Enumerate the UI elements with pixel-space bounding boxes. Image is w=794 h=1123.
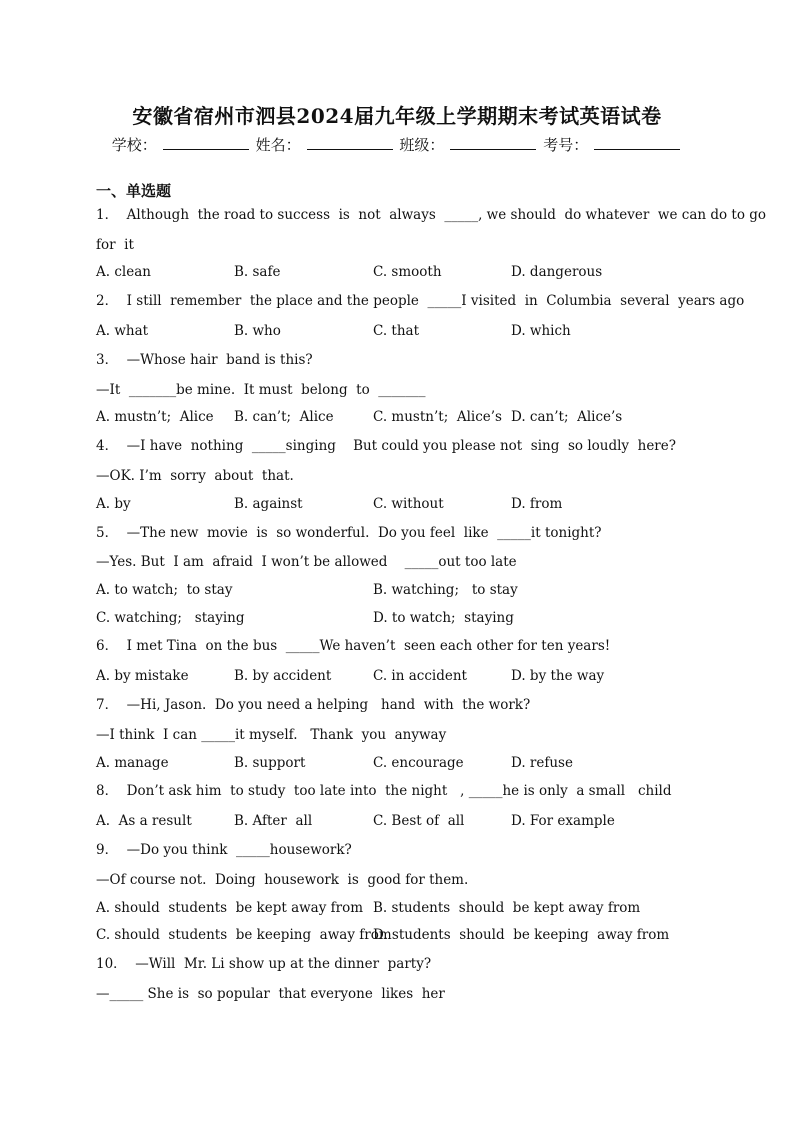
question-7-line-1: 7． —Hi, Jason. Do you need a helping hand with the work? xyxy=(96,697,531,713)
question-4-option-d: D. from xyxy=(511,496,563,512)
question-1-option-b: B. safe xyxy=(234,264,281,280)
question-8-option-d: D. For example xyxy=(511,813,615,829)
question-3-option-b: B. can’t; Alice xyxy=(234,409,334,425)
page-title: 安徽省宿州市泗县2024届九年级上学期期末考试英语试卷 xyxy=(132,104,662,128)
section-heading: 一、单选题 xyxy=(96,182,172,200)
question-7-option-c: C. encourage xyxy=(373,755,464,771)
question-6-option-c: C. in accident xyxy=(373,668,467,684)
question-6-option-b: B. by accident xyxy=(234,668,332,684)
question-3-option-d: D. can’t; Alice’s xyxy=(511,409,623,425)
name-label: 姓名： xyxy=(255,136,301,154)
question-1-option-d: D. dangerous xyxy=(511,264,603,280)
question-3-option-c: C. mustn’t; Alice’s xyxy=(373,409,502,425)
class-label: 班级： xyxy=(399,136,445,154)
question-5-option-b: B. watching; to stay xyxy=(373,582,518,598)
question-4-option-c: C. without xyxy=(373,496,444,512)
question-9-option-a: A. should students be kept away from xyxy=(96,900,364,916)
class-blank xyxy=(450,135,536,150)
question-8-option-c: C. Best of all xyxy=(373,813,465,829)
question-3-line-1: 3． —Whose hair band is this? xyxy=(96,352,313,368)
question-4-option-b: B. against xyxy=(234,496,303,512)
question-1-line-2: for it xyxy=(96,237,134,253)
number-label: 考号： xyxy=(543,136,589,154)
question-2-option-d: D. which xyxy=(511,323,571,339)
question-4-line-1: 4． —I have nothing _____singing But could you please not sing so loudly here? xyxy=(96,438,676,454)
question-9-line-2: —Of course not. Doing housework is good for them. xyxy=(96,872,469,888)
question-5-option-a: A. to watch; to stay xyxy=(96,582,233,598)
question-6-option-d: D. by the way xyxy=(511,668,605,684)
question-2-option-c: C. that xyxy=(373,323,420,339)
question-4-line-2: —OK. I’m sorry about that. xyxy=(96,468,294,484)
question-7-option-a: A. manage xyxy=(96,755,169,771)
question-1-option-c: C. smooth xyxy=(373,264,442,280)
question-9-line-1: 9． —Do you think _____housework? xyxy=(96,842,352,858)
question-9-option-c: C. should students be keeping away from xyxy=(96,927,392,943)
question-8-option-b: B. After all xyxy=(234,813,313,829)
question-2-option-a: A. what xyxy=(96,323,149,339)
student-info-row xyxy=(0,134,794,155)
question-5-option-c: C. watching; staying xyxy=(96,610,245,626)
question-3-option-a: A. mustn’t; Alice xyxy=(96,409,214,425)
question-5-option-d: D. to watch; staying xyxy=(373,610,514,626)
question-9-option-b: B. students should be kept away from xyxy=(373,900,641,916)
question-6-option-a: A. by mistake xyxy=(96,668,189,684)
question-2-line-1: 2． I still remember the place and the people _____I visited in Columbia several years ago xyxy=(96,293,745,309)
question-9-option-d: D. students should be keeping away from xyxy=(373,927,670,943)
question-5-line-1: 5． —The new movie is so wonderful. Do you feel like _____it tonight? xyxy=(96,525,602,541)
question-10-line-2: —_____ She is so popular that everyone likes her xyxy=(96,986,445,1002)
question-7-line-2: —I think I can _____it myself. Thank you anyway xyxy=(96,727,447,743)
name-blank xyxy=(307,135,393,150)
question-7-option-b: B. support xyxy=(234,755,306,771)
question-7-option-d: D. refuse xyxy=(511,755,573,771)
question-6-line-1: 6． I met Tina on the bus _____We haven’t seen each other for ten years! xyxy=(96,638,611,654)
school-blank xyxy=(163,135,249,150)
question-5-line-2: —Yes. But I am afraid I won’t be allowed _____out too late xyxy=(96,554,517,570)
question-8-option-a: A. As a result xyxy=(96,813,192,829)
question-2-option-b: B. who xyxy=(234,323,281,339)
question-4-option-a: A. by xyxy=(96,496,131,512)
question-8-line-1: 8． Don’t ask him to study too late into the night , _____he is only a small child xyxy=(96,783,672,799)
school-label: 学校： xyxy=(111,136,157,154)
question-3-line-2: —It _______be mine. It must belong to _______ xyxy=(96,382,426,398)
number-blank xyxy=(594,135,680,150)
question-1-option-a: A. clean xyxy=(96,264,151,280)
question-10-line-1: 10． —Will Mr. Li show up at the dinner party? xyxy=(96,956,432,972)
question-1-line-1: 1． Although the road to success is not always _____, we should do whatever we can do to go xyxy=(96,207,767,223)
